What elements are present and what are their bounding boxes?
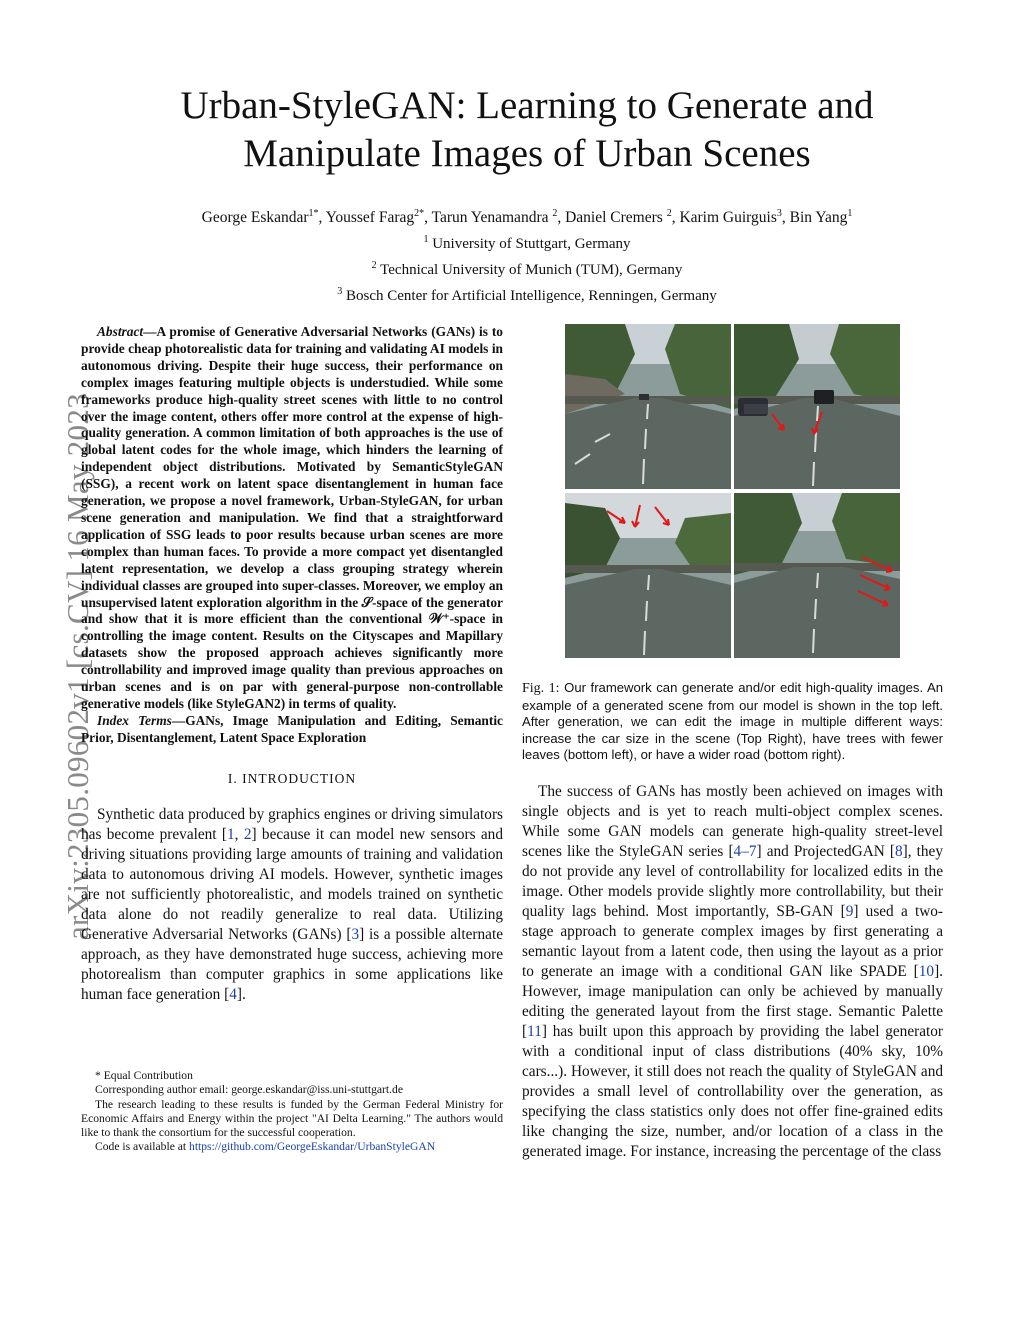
figure-panel-generated — [565, 324, 731, 489]
author-sup: 2 — [666, 208, 672, 219]
figure-panel-road — [734, 493, 900, 658]
intro-paragraph: Synthetic data produced by graphics engines or driving simulators has become prevalent [1, 2] because it can model new sensors and driving situations providing large amounts of training and validation data to autonomous driving AI models. However, synthetic images are not sufficiently photorealistic, and models trained on synthetic data alone do not readily generalize to real data. Utilizing Generative Adversarial Networks (GANs) [3] is a possible alternate approach, as they have demonstrated huge success, achieving more photorealism than computer graphics in some applications like human face generation [4]. — [81, 805, 503, 1003]
abstract-lead: Abstract — [97, 324, 144, 339]
index-terms-text: —GANs, Image Manipulation and Editing, Semantic Prior, Disentanglement, Latent Space Exploration — [81, 712, 503, 745]
author-sup: 2 — [552, 208, 558, 219]
index-terms-lead: Index Terms — [97, 712, 172, 728]
footnote-code: Code is available at https://github.com/GeorgeEskandar/UrbanStyleGAN — [95, 1140, 436, 1154]
citation-link[interactable]: 10 — [918, 963, 935, 980]
title-line-1: Urban-StyleGAN: Learning to Generate and — [180, 84, 874, 127]
figure-caption-text: Our framework can generate and/or edit high-quality images. An example of a generated scene from our model is shown in the top left. After generation, we can edit the image in multiple different ways: increase the car size in the scene (Top Right), have trees with fewer leaves (bottom left), or have a wider road (bottom right). — [522, 680, 943, 763]
author-name: Bin Yang — [789, 209, 848, 227]
citation-link[interactable]: 8 — [894, 843, 903, 860]
figure-panel-cars — [734, 324, 900, 489]
author-name: George Eskandar — [201, 209, 309, 227]
footnotes — [81, 1069, 503, 1155]
paper-title — [90, 82, 964, 178]
code-link[interactable]: https://github.com/GeorgeEskandar/UrbanStyleGAN — [189, 1140, 436, 1154]
author-name: Tarun Yenamandra — [431, 209, 553, 227]
footnote-equal: * Equal Contribution — [95, 1069, 193, 1082]
citation-link[interactable]: 4 — [229, 985, 237, 1003]
author-sup: 1* — [308, 208, 319, 219]
author-block — [60, 203, 994, 307]
affiliation: $^2$ Technical University of Munich (TUM), Germany — [371, 260, 683, 279]
figure-panel-trees — [565, 493, 731, 658]
citation-link[interactable]: 3 — [351, 925, 360, 943]
figure-caption-lead: Fig. 1: — [522, 681, 560, 696]
index-terms — [81, 713, 503, 747]
author-sup: 3 — [776, 208, 782, 219]
footnote-email: Corresponding author email: george.eskandar@iss.uni-stuttgart.de — [95, 1083, 403, 1097]
citation-link[interactable]: 4–7 — [733, 843, 757, 860]
figure-caption — [522, 680, 943, 764]
footnote-funding: The research leading to these results is funded by the German Federal Ministry for Economic Affairs and Energy within the project "AI Delta Learning." The authors would like to thank the consortium for the successful cooperation. — [81, 1097, 503, 1140]
author-sup: 1 — [847, 208, 853, 219]
affiliation: $^1$ University of Stuttgart, Germany — [423, 234, 631, 253]
affiliation: $^3$ Bosch Center for Artificial Intelligence, Renningen, Germany — [337, 286, 717, 305]
abstract — [81, 324, 503, 713]
citation-link[interactable]: 11 — [527, 1023, 542, 1040]
author-name: Karim Guirguis — [679, 209, 777, 227]
author-name: Daniel Cremers — [565, 209, 667, 227]
figure-1 — [565, 324, 900, 658]
title-line-2: Manipulate Images of Urban Scenes — [243, 132, 811, 175]
arxiv-identifier — [26, 340, 95, 940]
right-paragraph: The success of GANs has mostly been achieved on images with single objects and is yet to reach multi-object complex scenes. While some GAN models can generate high-quality street-level scenes like the StyleGAN series [4–7] and ProjectedGAN [8], they do not provide any level of controllability for localized edits in the image. Other models provide slightly more controllability, but their quality lags behind. Most importantly, SB-GAN [9] used a two-stage approach to generate complex images by first generating a semantic layout from a latent code, then using the layout as a prior to generate an image with a conditional GAN like SPADE [10]. However, image manipulation can only be achieved by manually editing the generated layout from the first stage. Semantic Palette [11] has built upon this approach by providing the label generator with a conditional input of class distributions (40% sky, 10% cars...). However, it still does not reach the quality of StyleGAN and provides a small level of controllability over the generation, as specifying the class statistics only does not offer fine-grained edits like changing the size, number, and/or location of a class in the generated image. For instance, increasing the percentage of the class — [522, 783, 944, 1160]
citation-link[interactable]: 2 — [243, 825, 252, 843]
author-sup: 2* — [414, 208, 425, 219]
arxiv-id-text: arXiv:2305.09602v1 [cs.CV] 16 May 2023 — [60, 393, 95, 940]
author-name: Youssef Farag — [325, 209, 415, 227]
citation-link[interactable]: 9 — [845, 903, 854, 920]
author-list: George Eskandar$^{1*}$, Youssef Farag$^{2*}$, Tarun Yenamandra $^2$, Daniel Cremers $^2$, Karim Guirguis$^3$, Bin Yang$^1$ — [201, 208, 853, 227]
citation-link[interactable]: 1 — [227, 825, 235, 843]
section-heading: I. INTRODUCTION — [227, 770, 357, 786]
left-column — [81, 324, 503, 1005]
abstract-text: —A promise of Generative Adversarial Networks (GANs) is to provide cheap photorealistic data for training and validating AI models in autonomous driving. Despite their huge success, their performance on complex images featuring multiple objects is understudied. While some frameworks produce high-quality street scenes with little to no control over the image content, others offer more control at the expense of high-quality generation. A common limitation of both approaches is the use of global latent codes for the whole image, which hinders the learning of independent object distributions. Motivated by SemanticStyleGAN (SSG), a recent work on latent space disentanglement in human face generation, we propose a novel framework, Urban-StyleGAN, for urban scene generation and manipulation. We find that a straightforward application of SSG leads to poor results because urban scenes are more complex than human faces. To provide a more compact yet disentangled latent representation, we develop a class grouping strategy wherein individual classes are grouped into super-classes. Moreover, we employ an unsupervised latent exploration algorithm in the 𝒮-space of the generator and show that it is more efficient than the conventional 𝒲⁺-space in controlling the image content. Results on the Cityscapes and Mapillary datasets show the proposed approach achieves significantly more controllability and improved image quality than previous approaches on urban scenes and is on par with general-purpose non-controllable generative models (like StyleGAN2) in terms of quality. — [81, 324, 503, 711]
right-column-text — [522, 782, 943, 1162]
